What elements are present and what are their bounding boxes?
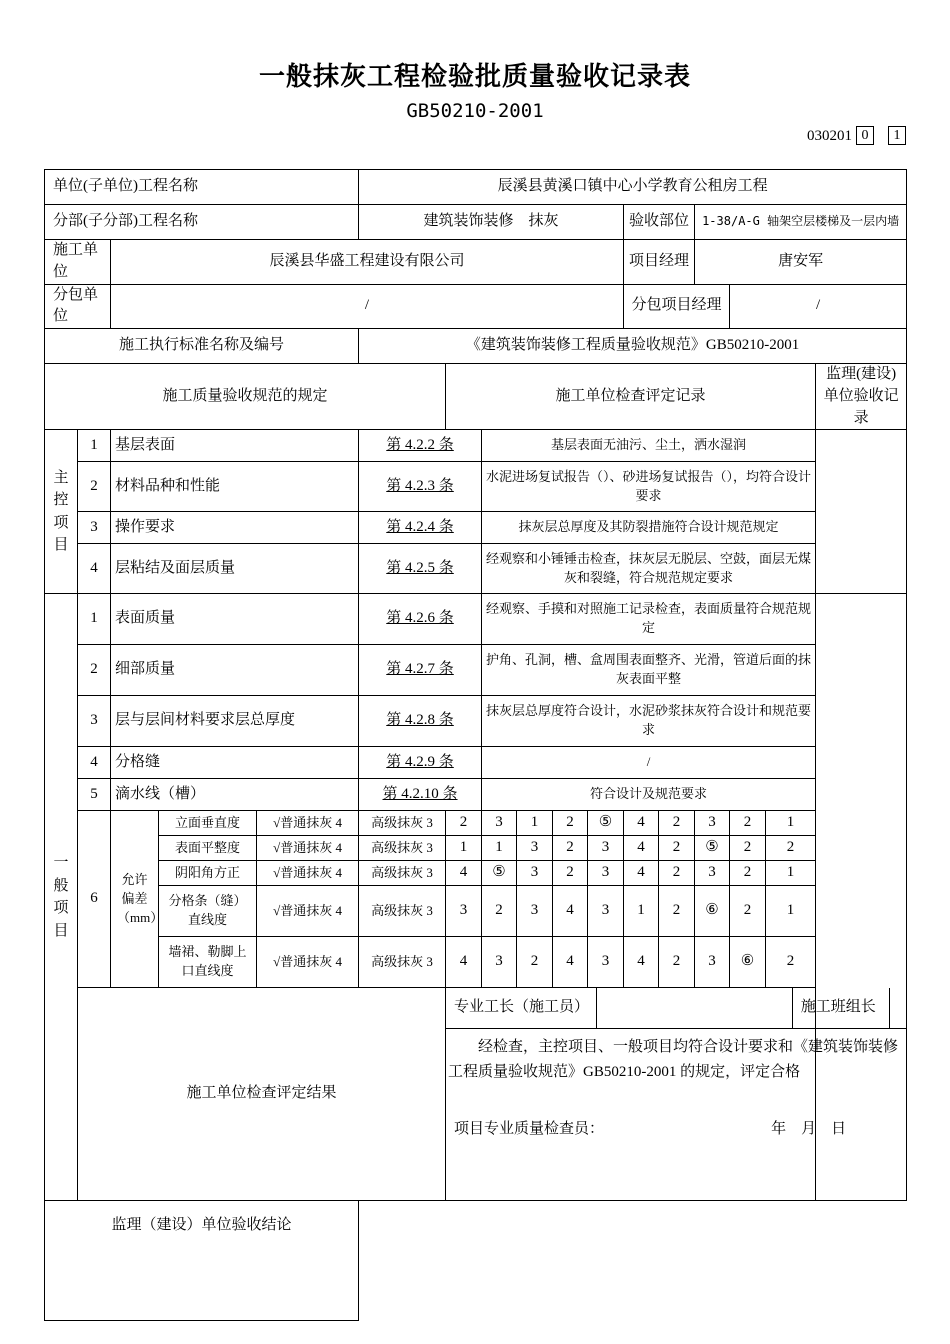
exec-standard-value: 《建筑装饰装修工程质量验收规范》GB50210-2001 [359, 329, 907, 364]
dev-value: 3 [588, 836, 624, 861]
code-box-1: 0 [856, 126, 874, 145]
gen-name: 细部质量 [111, 645, 359, 696]
dev-value: 2 [553, 836, 588, 861]
sub-project-label: 分部(子分部)工程名称 [45, 205, 359, 240]
dev-value: 4 [553, 937, 588, 988]
dev-item: 墙裙、勒脚上口直线度 [159, 937, 257, 988]
gen-clause: 第 4.2.8 条 [359, 696, 482, 747]
contractor-value: 辰溪县华盛工程建设有限公司 [111, 240, 624, 285]
dev-value: 2 [553, 861, 588, 886]
mc-supervision-cell [816, 430, 907, 594]
gen-record: / [482, 747, 816, 779]
mc-name: 基层表面 [111, 430, 359, 462]
dev-value: 1 [517, 811, 553, 836]
mc-record: 经观察和小锤锤击检查，抹灰层无脱层、空鼓，面层无煤灰和裂缝，符合规范规定要求 [482, 544, 816, 594]
mc-name: 材料品种和性能 [111, 462, 359, 512]
dev-value: 2 [517, 937, 553, 988]
mc-record: 抹灰层总厚度及其防裂措施符合设计规范规定 [482, 512, 816, 544]
column-spec: 施工质量验收规范的规定 [45, 364, 446, 430]
dev-value: 1 [766, 886, 816, 937]
gen-record: 经观察、手摸和对照施工记录检查，表面质量符合规范规定 [482, 594, 816, 645]
dev-value: 3 [588, 861, 624, 886]
dev-value: 4 [446, 861, 482, 886]
gen-clause: 第 4.2.10 条 [359, 779, 482, 811]
main-control-label [45, 430, 78, 594]
gen-record: 符合设计及规范要求 [482, 779, 816, 811]
dev-high: 高级抹灰 3 [359, 811, 446, 836]
main-control-label-text: 主控项目 [53, 469, 69, 554]
acceptance-part-label: 验收部位 [624, 205, 695, 240]
dev-high: 高级抹灰 3 [359, 861, 446, 886]
dev-value: 2 [482, 886, 517, 937]
mc-no: 1 [78, 430, 111, 462]
exec-standard-label: 施工执行标准名称及编号 [45, 329, 359, 364]
dev-item: 表面平整度 [159, 836, 257, 861]
dev-value: 2 [659, 836, 695, 861]
dev-value: 3 [588, 937, 624, 988]
deviation-no: 6 [78, 811, 111, 988]
dev-value: 2 [766, 937, 816, 988]
form-code [807, 126, 906, 145]
mc-no: 2 [78, 462, 111, 512]
dev-value: 3 [695, 861, 730, 886]
code-box-2: 1 [888, 126, 906, 145]
dev-item: 阴阳角方正 [159, 861, 257, 886]
page-title: 一般抹灰工程检验批质量验收记录表 [258, 62, 691, 92]
unit-project-label: 单位(子单位)工程名称 [45, 170, 359, 205]
mc-no: 3 [78, 512, 111, 544]
foreman-label: 专业工长（施工员） [454, 999, 590, 1016]
gen-clause: 第 4.2.9 条 [359, 747, 482, 779]
pm-label: 项目经理 [624, 240, 695, 285]
column-supervision: 监理(建设)单位验收记录 [816, 364, 907, 430]
supervision-conclusion-cell [359, 1201, 907, 1321]
dev-value: 3 [517, 886, 553, 937]
dev-value: 2 [730, 886, 766, 937]
gen-no: 1 [78, 594, 111, 645]
dev-value: ⑥ [730, 937, 766, 988]
dev-value: 3 [588, 886, 624, 937]
gen-name: 滴水线（槽） [111, 779, 359, 811]
foreman-signature [596, 988, 793, 1028]
sub-project-value: 建筑装饰装修 抹灰 [359, 205, 624, 240]
gen-name: 层与层间材料要求层总厚度 [111, 696, 359, 747]
dev-value: 1 [446, 836, 482, 861]
pm-value: 唐安军 [695, 240, 907, 285]
dev-value: 3 [482, 811, 517, 836]
sub-pm-value: / [730, 284, 907, 329]
team-leader-signature [890, 988, 906, 1028]
dev-value: 2 [659, 811, 695, 836]
dev-normal: √普通抹灰 4 [257, 861, 359, 886]
gen-record: 抹灰层总厚度符合设计，水泥砂浆抹灰符合设计和规范要求 [482, 696, 816, 747]
dev-value: 2 [659, 886, 695, 937]
mc-clause: 第 4.2.2 条 [359, 430, 482, 462]
inspector-row [446, 1119, 906, 1141]
mc-clause: 第 4.2.4 条 [359, 512, 482, 544]
dev-value: 1 [482, 836, 517, 861]
supervision-label: 监理（建设）单位验收结论 [45, 1201, 359, 1321]
inspection-form [44, 169, 907, 1321]
result-cell [446, 988, 907, 1201]
dev-value: 1 [766, 861, 816, 886]
team-leader-label: 施工班组长 [793, 988, 890, 1028]
dev-value: ⑤ [588, 811, 624, 836]
unit-project-value: 辰溪县黄溪口镇中心小学教育公租房工程 [359, 170, 907, 205]
inspector-label: 项目专业质量检查员： [454, 1120, 605, 1137]
dev-normal: √普通抹灰 4 [257, 811, 359, 836]
sub-pm-label: 分包项目经理 [624, 284, 730, 329]
dev-value: 2 [446, 811, 482, 836]
gen-clause: 第 4.2.7 条 [359, 645, 482, 696]
dev-normal: √普通抹灰 4 [257, 886, 359, 937]
dev-item: 分格条（缝）直线度 [159, 886, 257, 937]
dev-value: 2 [730, 811, 766, 836]
gen-record: 护角、孔洞，槽、盒周围表面整齐、光滑，管道后面的抹灰表面平整 [482, 645, 816, 696]
mc-name: 操作要求 [111, 512, 359, 544]
general-label-text: 一般项目 [53, 855, 69, 939]
dev-value: 2 [659, 861, 695, 886]
gen-name: 分格缝 [111, 747, 359, 779]
signature-row [446, 988, 906, 1029]
dev-value: 2 [730, 836, 766, 861]
dev-value: 2 [766, 836, 816, 861]
dev-value: 4 [446, 937, 482, 988]
mc-clause: 第 4.2.3 条 [359, 462, 482, 512]
gen-no: 5 [78, 779, 111, 811]
dev-item: 立面垂直度 [159, 811, 257, 836]
dev-value: 4 [624, 836, 659, 861]
gen-clause: 第 4.2.6 条 [359, 594, 482, 645]
dev-value: 3 [517, 836, 553, 861]
dev-value: 2 [553, 811, 588, 836]
dev-value: 2 [730, 861, 766, 886]
standard-code: GB50210-2001 [406, 100, 544, 122]
gen-no: 2 [78, 645, 111, 696]
deviation-label: 允许偏差（mm） [111, 811, 159, 988]
result-label: 施工单位检查评定结果 [78, 988, 446, 1201]
mc-no: 4 [78, 544, 111, 594]
dev-value: 4 [624, 811, 659, 836]
dev-value: 1 [766, 811, 816, 836]
contractor-label: 施工单位 [45, 240, 111, 285]
mc-record: 基层表面无油污、尘土，洒水湿润 [482, 430, 816, 462]
dev-value: 2 [659, 937, 695, 988]
dev-value: ⑤ [482, 861, 517, 886]
gen-no: 3 [78, 696, 111, 747]
mc-name: 层粘结及面层质量 [111, 544, 359, 594]
column-record: 施工单位检查评定记录 [446, 364, 816, 430]
mc-record: 水泥进场复试报告（）、砂进场复试报告（），均符合设计要求 [482, 462, 816, 512]
gen-name: 表面质量 [111, 594, 359, 645]
date-label: 年 月 日 [771, 1120, 847, 1137]
dev-normal: √普通抹灰 4 [257, 836, 359, 861]
dev-value: 3 [695, 937, 730, 988]
dev-high: 高级抹灰 3 [359, 836, 446, 861]
acceptance-part-value: 1-38/A-G 轴架空层楼梯及一层内墙 [695, 205, 907, 240]
dev-high: 高级抹灰 3 [359, 886, 446, 937]
dev-normal: √普通抹灰 4 [257, 937, 359, 988]
subcontractor-label: 分包单位 [45, 284, 111, 329]
dev-value: 4 [553, 886, 588, 937]
subcontractor-value: / [111, 284, 624, 329]
dev-value: 3 [446, 886, 482, 937]
dev-value: ⑥ [695, 886, 730, 937]
dev-value: ⑤ [695, 836, 730, 861]
dev-value: 4 [624, 861, 659, 886]
dev-value: 4 [624, 937, 659, 988]
dev-value: 3 [517, 861, 553, 886]
code-prefix: 030201 [807, 128, 852, 144]
gen-no: 4 [78, 747, 111, 779]
dev-high: 高级抹灰 3 [359, 937, 446, 988]
dev-value: 3 [695, 811, 730, 836]
result-conclusion: 经检查，主控项目、一般项目均符合设计要求和《建筑装饰装修工程质量验收规范》GB50210-2001 的规定，评定合格 [448, 1039, 899, 1080]
dev-value: 1 [624, 886, 659, 937]
general-label [45, 594, 78, 1201]
mc-clause: 第 4.2.5 条 [359, 544, 482, 594]
dev-value: 3 [482, 937, 517, 988]
